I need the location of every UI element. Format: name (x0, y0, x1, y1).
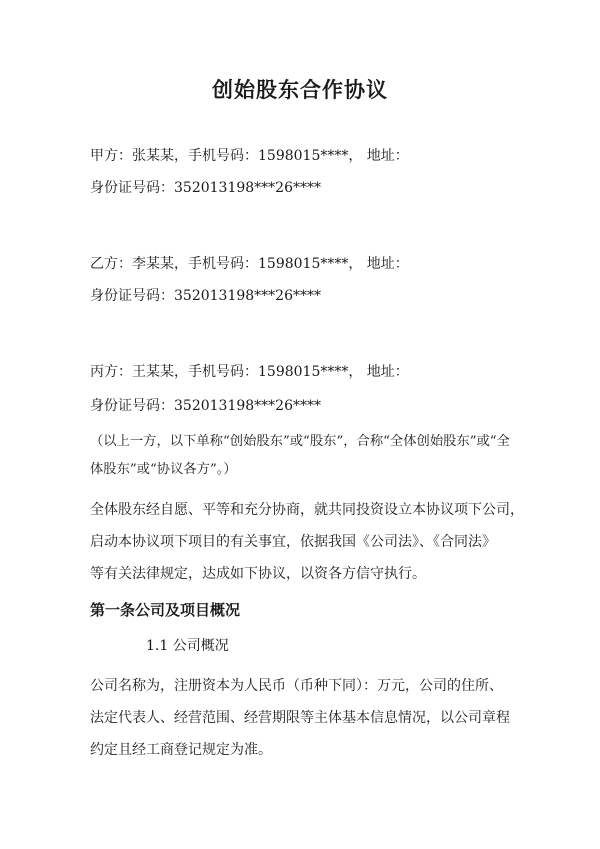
party-definition-note-line2: 体股东”或“协议各方”。） (90, 462, 237, 477)
party-definition-note-line1: （以上一方，以下单称“创始股东”或“股东”，合称“全体创始股东”或“全 (90, 434, 510, 449)
intro-paragraph-line1: 全体股东经自愿、平等和充分协商，就共同投资设立本协议项下公司， (90, 502, 524, 518)
party-c-id: 身份证号码：352013198***26**** (90, 398, 321, 414)
party-a-id: 身份证号码：352013198***26**** (90, 180, 321, 196)
section-1-heading: 第一条公司及项目概况 (90, 601, 241, 619)
party-b-id: 身份证号码：352013198***26**** (90, 288, 321, 304)
party-b-info: 乙方：李某某，手机号码：1598015****， 地址： (90, 256, 409, 272)
intro-paragraph-line2: 启动本协议项下项目的有关事宜，依据我国《公司法》、《合同法》 (90, 534, 496, 550)
party-a-info: 甲方：张某某，手机号码：1598015****， 地址： (90, 148, 409, 164)
intro-paragraph-line3: 等有关法律规定，达成如下协议，以资各方信守执行。 (90, 566, 426, 582)
company-paragraph-line3: 约定且经工商登记规定为准。 (90, 742, 272, 758)
company-paragraph-line1: 公司名称为，注册资本为人民币（币种下同）：万元，公司的住所、 (90, 678, 503, 694)
company-paragraph-line2: 法定代表人、经营范围、经营期限等主体基本信息情况，以公司章程 (90, 710, 510, 726)
section-1-1-heading: 1.1 公司概况 (146, 638, 229, 654)
document-title: 创始股东合作协议 (212, 77, 388, 102)
party-c-info: 丙方：王某某，手机号码：1598015****， 地址： (90, 364, 409, 380)
